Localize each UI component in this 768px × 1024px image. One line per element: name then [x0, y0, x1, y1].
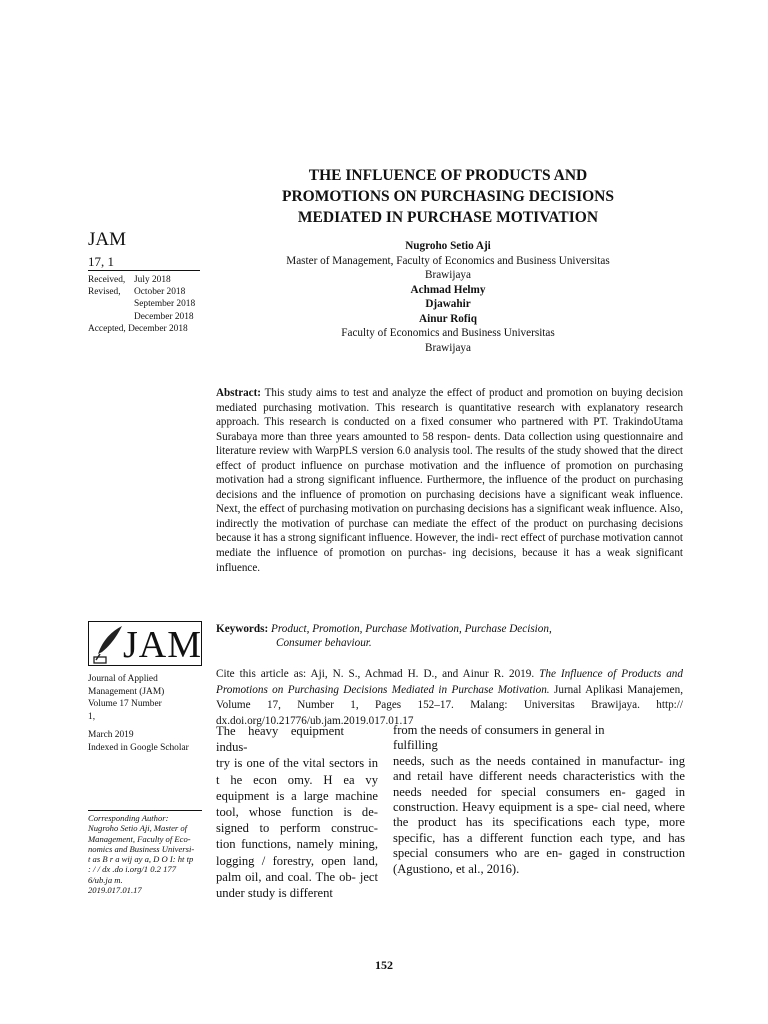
journal-info-line: Volume 17 Number — [88, 699, 162, 710]
body-line: The heavy equipment — [216, 724, 344, 738]
author-affiliation: Brawijaya — [425, 269, 471, 281]
article-history — [88, 274, 195, 335]
abstract-text: This study aims to test and analyze the effect of product and promotion on buying decision mediated purchasing motivation. This research is quantitative research with explanatory research approach. This research is conducted on a fixed consumer who partnered with PT. TrakindoUtama Surabaya more than three years amounted to 58 respon- dents. Data collection using questionnaire and literature review with WarpPLS version 6.0 analysis tool. The results of the study showed that the direct effect of product influence on purchase motivation and the influence of promotion on purchasing motivation had a strong significant influence. Furthermore, the influence of the product on purchasing decisions and the influence of promotion on purchasing decisions have a significant weak influence. Next, the effect of purchasing motivation on purchasing decisions has a significant weak influence. Also, indirectly the motivation of purchase can mediate the effect of the product on purchasing decisions because it has a strong significant influence. However, the indi- rect effect of purchase motivation cannot mediate the influence of promotion on purchas- ing decisions, because it has a weak significant influence. — [216, 387, 684, 574]
title-line: PROMOTIONS ON PURCHASING DECISIONS — [281, 188, 614, 205]
corresponding-line: Corresponding Author: — [88, 813, 169, 823]
received-date: July 2018 — [134, 275, 171, 285]
citation-suffix: Jurnal Aplikasi Manajemen, Volume 17, Number 1, Pages 152–17. Malang: Universitas Brawijaya. http:// dx.doi.org/10.21776/ub.jam.2019.017.01.17 — [216, 683, 683, 727]
quill-ink-icon — [92, 624, 124, 664]
citation-title: The Influence of Products and Promotions on Purchasing Decisions Mediated in Purchase Motivation. — [216, 668, 683, 696]
corresponding-line: t as B r a wij ay a, D O I: ht tp — [88, 854, 194, 865]
author-name: Ainur Rofiq — [419, 312, 477, 325]
corresponding-line: 2019.017.01.17 — [88, 885, 142, 896]
page-number: 152 — [375, 958, 393, 972]
author-affiliation: Faculty of Economics and Business Universitas — [341, 327, 555, 339]
journal-info-line: Journal of Applied — [88, 674, 158, 684]
journal-info-line: Indexed in Google Scholar — [88, 742, 189, 753]
body-line: fulfilling — [393, 738, 438, 753]
received-label: Received, — [88, 275, 126, 285]
author-name: Djawahir — [425, 298, 471, 310]
title-line: THE INFLUENCE OF PRODUCTS AND — [308, 167, 588, 184]
body-column-left — [216, 723, 378, 901]
corresponding-line: Nugroho Setio Aji, Master of — [88, 823, 188, 834]
revised-date: October 2018 — [134, 287, 186, 298]
journal-info-line: 1, — [88, 711, 96, 722]
author-name: Achmad Helmy — [410, 283, 486, 296]
author-affiliation: Brawijaya — [425, 341, 471, 354]
body-line: indus- — [216, 740, 248, 755]
abstract-label: Abstract: — [216, 387, 261, 399]
body-line: from the needs of consumers in general in — [393, 723, 605, 737]
keywords — [216, 622, 683, 651]
corresponding-line: nomics and Business Universi- — [88, 843, 195, 854]
journal-info-line: Management (JAM) — [88, 686, 165, 697]
keywords-label: Keywords: — [216, 623, 269, 635]
journal-abbreviation: JAM — [88, 229, 127, 250]
author-affiliation: Master of Management, Faculty of Economics and Business Universitas — [286, 254, 610, 267]
revised-label: Revised, — [88, 287, 121, 298]
author-name: Nugroho Setio Aji — [405, 240, 491, 252]
accepted-row: Accepted, December 2018 — [88, 323, 188, 334]
body-column-right — [393, 723, 685, 877]
body-paragraph: needs, such as the needs contained in manufactur- ing and retail have different needs characteristics with the needs needed for special consumers en- gaged in construction. Heavy equipment is a spe- cial need, where the product has its specifications each type, more specific, has a different function each type, and has special consumers who are en- gaged in construction (Agustiono, et al., 2016). — [393, 753, 685, 876]
corresponding-author — [88, 813, 206, 895]
body-paragraph: try is one of the vital sectors in t he econ omy. H ea vy equipment is a large machine tool, whose function is de- signed to perform construc- tion functions, namely mining, logging / forestry, open land, palm oil, and coal. The ob- ject under study is different — [216, 756, 378, 901]
corresponding-line: 6/ub.ja m. — [88, 874, 123, 885]
author-block — [220, 239, 676, 355]
revised-date: September 2018 — [134, 299, 196, 310]
keywords-list: Consumer behaviour. — [276, 637, 372, 650]
journal-info-line: March 2019 — [88, 730, 134, 741]
journal-logo — [88, 621, 202, 666]
revised-row — [88, 286, 195, 298]
received-row — [88, 274, 195, 286]
abstract — [216, 386, 683, 575]
volume-issue: 17, 1 — [88, 255, 200, 271]
article-title — [220, 165, 676, 228]
keywords-list: Product, Promotion, Purchase Motivation, Purchase Decision, — [271, 623, 552, 635]
citation — [216, 667, 683, 729]
title-line: MEDIATED IN PURCHASE MOTIVATION — [297, 209, 599, 226]
revised-date: December 2018 — [134, 311, 194, 322]
logo-text: JAM — [123, 624, 203, 666]
divider — [88, 810, 202, 811]
journal-info — [88, 673, 204, 755]
citation-prefix: Cite this article as: Aji, N. S., Achmad H. D., and Ainur R. 2019. — [216, 668, 535, 680]
corresponding-line: Management, Faculty of Eco- — [88, 833, 191, 844]
corresponding-line: : / / dx .do i.org/1 0.2 177 — [88, 864, 177, 875]
